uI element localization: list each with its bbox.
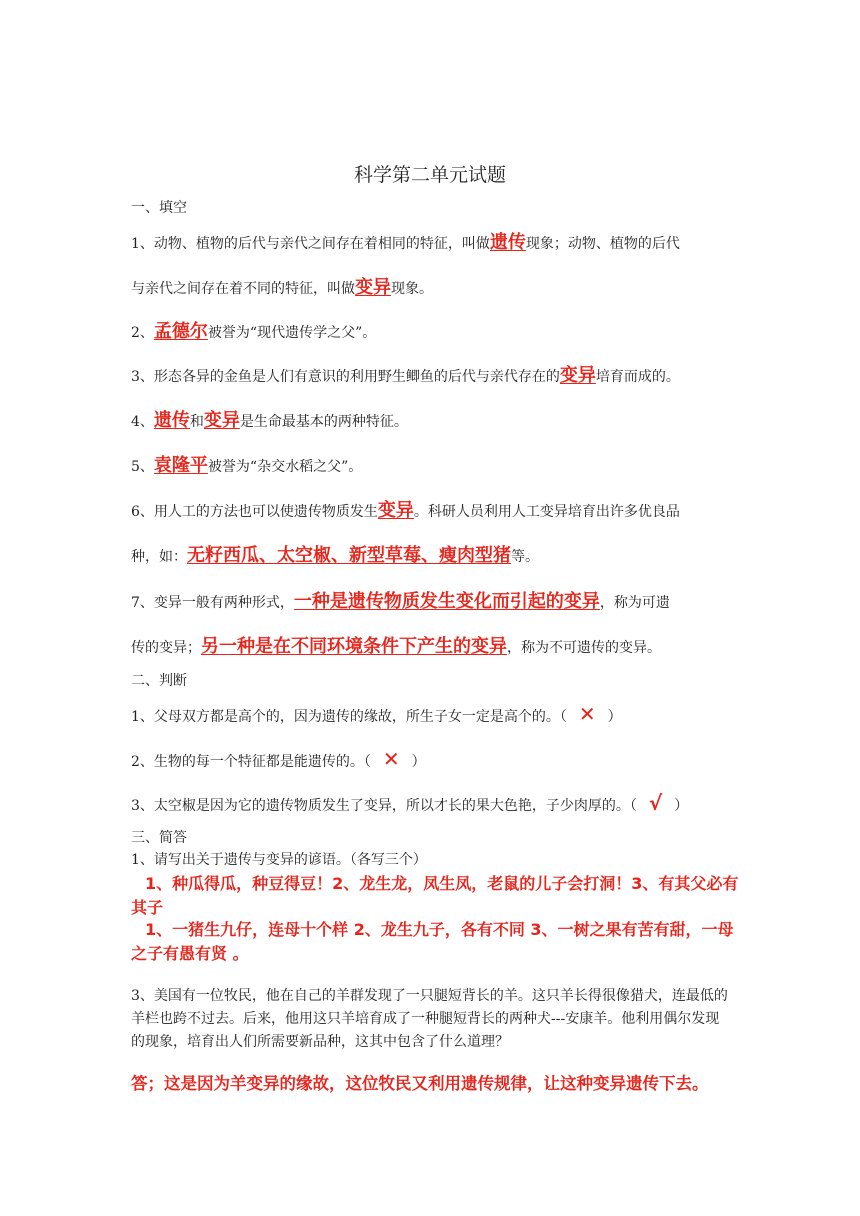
- answer: 变异: [377, 500, 414, 521]
- text: 与亲代之间存在着不同的特征，叫做: [131, 281, 355, 297]
- text: 等。: [511, 549, 539, 565]
- judge-3: [131, 793, 740, 816]
- answer: 孟德尔: [153, 321, 208, 342]
- text: 1、动物、植物的后代与亲代之间存在着相同的特征，叫做: [131, 236, 490, 252]
- judge-1: [131, 704, 740, 727]
- short-answer-1: 1、种瓜得瓜，种豆得豆！2、龙生龙，凤生凤，老鼠的儿子会打洞！3、有其父必有其子: [131, 874, 739, 917]
- text: 2、生物的每一个特征都是能遗传的。（: [131, 754, 371, 770]
- text: 被誉为“现代遗传学之父”。: [207, 325, 377, 341]
- text: 现象；动物、植物的后代: [525, 236, 680, 252]
- text: 7、变异一般有两种形式，: [131, 595, 294, 611]
- text: 1、父母双方都是高个的，因为遗传的缘故，所生子女一定是高个的。（: [131, 709, 567, 725]
- text: 种，如：: [131, 549, 187, 565]
- question-7-line-1: [131, 592, 740, 613]
- question-6-line-1: [131, 501, 740, 522]
- text: ，称为可遗: [599, 595, 670, 611]
- text: 3、形态各异的金鱼是人们有意识的利用野生鲫鱼的后代与亲代存在的: [131, 369, 560, 385]
- section-heading-short: 三、简答: [131, 830, 187, 846]
- text: 和: [189, 414, 204, 430]
- question-7-line-2: [131, 637, 740, 658]
- answer: 另一种是在不同环境条件下产生的变异: [201, 636, 507, 657]
- answer: 无籽西瓜、太空椒、新型草莓、瘦肉型猪: [187, 545, 511, 566]
- text: 被誉为“杂交水稻之父”。: [207, 459, 363, 475]
- cross-icon: ✕: [382, 747, 400, 771]
- short-question-3: 3、美国有一位牧民，他在自己的羊群发现了一只腿短背长的羊。这只羊长得很像猎犬，连最低的羊栏也跨不过去。后来，他用这只羊培育成了一种腿短背长的两种犬---安康羊。他利用偶尔发现的现象，培育出人们所需要新品种，这其中包含了什么道理？: [131, 988, 728, 1050]
- question-1-line-1: [131, 233, 740, 254]
- question-6-line-2: [131, 546, 740, 567]
- text: ，称为不可遗传的变异。: [507, 640, 661, 656]
- short-answer-3: 答；这是因为羊变异的缘故，这位牧民又利用遗传规律，让这种变异遗传下去。: [131, 1074, 709, 1093]
- answer: 变异: [203, 410, 240, 431]
- question-5: [131, 456, 740, 477]
- text: 。科研人员利用人工变异培育出许多优良品: [413, 504, 680, 520]
- text: 现象。: [391, 281, 433, 297]
- section-heading-judge: 二、判断: [131, 673, 187, 689]
- text: ）: [607, 709, 622, 725]
- answer: 遗传: [489, 232, 526, 253]
- answer: 变异: [355, 277, 391, 298]
- question-2: [131, 322, 740, 343]
- answer: 遗传: [153, 410, 190, 431]
- text: 2、: [131, 325, 154, 341]
- text: 传的变异；: [131, 640, 201, 656]
- question-1-line-2: [131, 278, 740, 299]
- question-4: [131, 411, 740, 432]
- text: 4、: [131, 414, 154, 430]
- judge-2: [131, 749, 740, 772]
- short-question-1: 1、请写出关于遗传与变异的谚语。（各写三个）: [131, 852, 427, 868]
- check-icon: √: [648, 791, 663, 815]
- text: 3、太空椒是因为它的遗传物质发生了变异，所以才长的果大色艳，子少肉厚的。（: [131, 798, 637, 814]
- text: ）: [674, 798, 689, 814]
- question-3: [131, 366, 740, 387]
- text: 是生命最基本的两种特征。: [239, 414, 408, 430]
- text: ）: [411, 754, 426, 770]
- section-heading-fill: 一、填空: [131, 200, 187, 216]
- page-title: 科学第二单元试题: [353, 164, 506, 186]
- text: 培育而成的。: [595, 369, 680, 385]
- answer: 袁隆平: [153, 455, 208, 476]
- text: 5、: [131, 459, 154, 475]
- short-answer-2: 1、一猪生九仔，连母十个样 2、龙生九子，各有不同 3、一树之果有苦有甜，一母之子有愚有贤 。: [131, 920, 734, 963]
- text: 6、用人工的方法也可以使遗传物质发生: [131, 504, 378, 520]
- answer: 变异: [559, 365, 596, 386]
- answer: 一种是遗传物质发生变化而引起的变异: [293, 591, 600, 612]
- cross-icon: ✕: [578, 702, 596, 726]
